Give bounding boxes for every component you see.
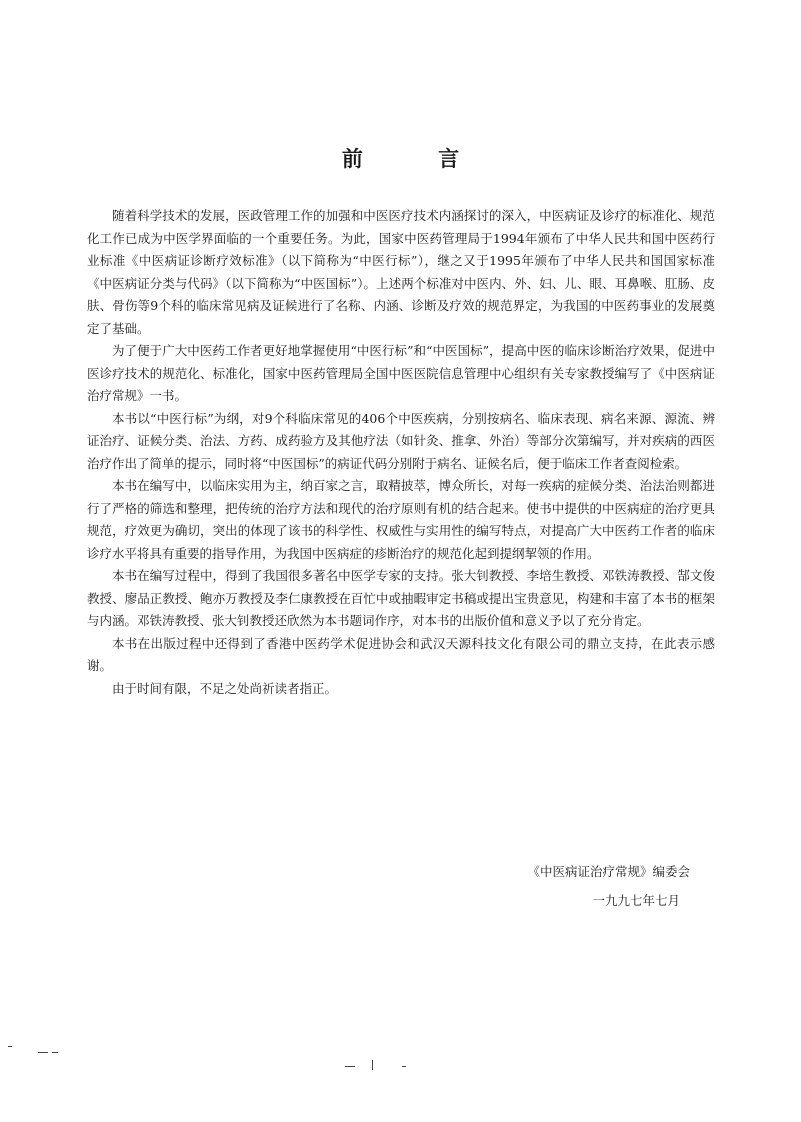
paragraph-5: 本书在编写过程中，得到了我国很多著名中医学专家的支持。张大钊教授、李培生教授、邓铁涛教授、郜文俊教授、廖品正教授、鲍亦万教授及李仁康教授在百忙中或抽暇审定书稿或提出宝贵意见，构建和丰富了本书的框架与内涵。邓铁涛教授、张大钊教授还欣然为本书题词作序，对本书的出版价值和意义予以了充分肯定。 [87, 568, 715, 628]
preface-body [87, 205, 715, 700]
scan-artifact [8, 1046, 12, 1047]
paragraph-2: 为了便于广大中医药工作者更好地掌握使用“中医行标”和“中医国标”，提高中医的临床诊断治疗效果，促进中医诊疗技术的规范化、标准化，国家中医药管理局全国中医医院信息管理中心组织有关专家教授编写了《中医病证治疗常规》一书。 [87, 343, 715, 403]
scan-artifact [52, 1052, 58, 1053]
signoff-date: 一九九七年七月 [592, 893, 680, 908]
signoff-block [440, 857, 690, 915]
editorial-committee: 《中医病证治疗常规》编委会 [527, 864, 690, 879]
scan-artifact [38, 1052, 48, 1053]
paragraph-4: 本书在编写中，以临床实用为主，纳百家之言，取精披萃，博众所长，对每一疾病的症候分类、治法治则都进行了严格的筛选和整理，把传统的治疗方法和现代的治疗原则有机的结合起来。使书中提供的中医病症的治疗更具规范，疗效更为确切，突出的体现了该书的科学性、权威性与实用性的编写特点，对提高广大中医药工作者的临床诊疗水平将具有重要的指导作用，为我国中医病症的疹断治疗的规范化起到提纲挈领的作用。 [87, 478, 715, 561]
paragraph-7: 由于时间有限，不足之处尚祈读者指正。 [112, 680, 338, 696]
scan-artifact [372, 1060, 373, 1070]
paragraph-3: 本书以“中医行标”为纲，对9个科临床常见的406个中医疾病，分别按病名、临床表现、病名来源、源流、辨证治疗、证候分类、治法、方药、成药验方及其他疗法（如针灸、推拿、外治）等部分次第编写，并对疾病的西医治疗作出了简单的提示，同时将“中医国标”的病证代码分别附于病名、证候名后，便于临床工作者查阅检索。 [87, 410, 715, 471]
paragraph-1: 随着科学技术的发展，医政管理工作的加强和中医医疗技术内涵探讨的深入，中医病证及诊疗的标准化、规范化工作已成为中医学界面临的一个重要任务。为此，国家中医药管理局于1994年颁布了中华人民共和国中医药行业标准《中医病证诊断疗效标准》（以下简称为“中医行标”），继之又于1995年颁布了中华人民共和国国家标准《中医病证分类与代码》（以下简称为“中医国标”）。上述两个标准对中医内、外、妇、儿、眼、耳鼻喉、肛肠、皮肤、骨伤等9个科的临床常见病及证候进行了名称、内涵、诊断及疗效的规范界定，为我国的中医药事业的发展奠定了基础。 [87, 208, 715, 336]
paragraph-6: 本书在出版过程中还得到了香港中医药学术促进协会和武汉天源科技文化有限公司的鼎立支持，在此表示感谢。 [87, 635, 715, 673]
scan-artifact [345, 1066, 355, 1067]
scan-artifact [402, 1066, 406, 1067]
page-title: 前 言 [341, 146, 494, 171]
